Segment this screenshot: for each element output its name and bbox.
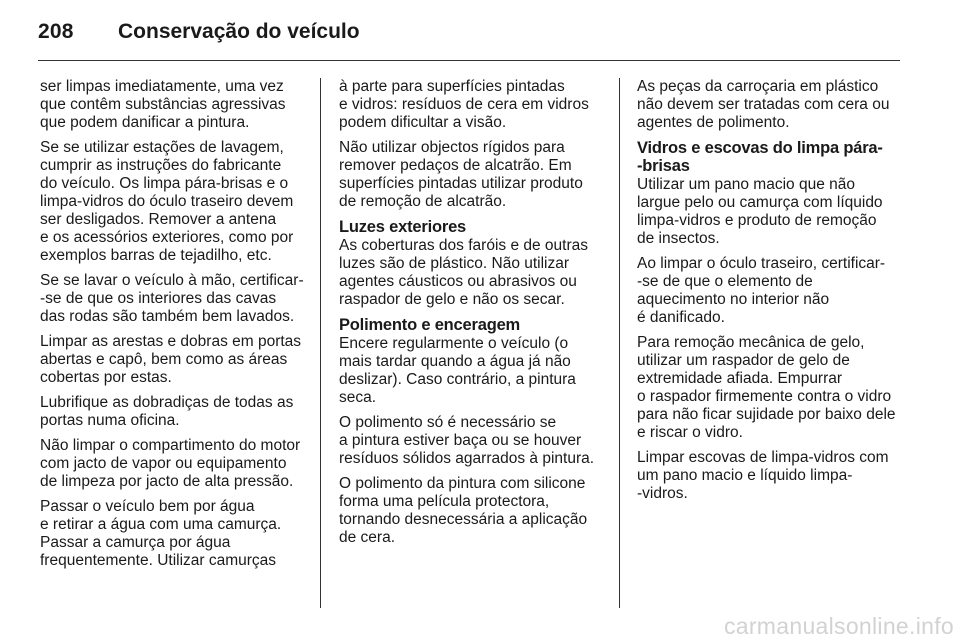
paragraph: Não utilizar objectos rígidos para remover pedaços de alcatrão. Em superfícies pintadas utilizar produto de remoção de alcatrão. [339, 139, 583, 210]
paragraph: Utilizar um pano macio que não largue pelo ou camurça com líquido limpa-vidros e produto de remoção de insectos. [637, 176, 883, 247]
page-number: 208 [38, 20, 74, 43]
paragraph: As peças da carroçaria em plástico não devem ser tratadas com cera ou agentes de polimento. [637, 78, 890, 131]
section-heading: Luzes exteriores [339, 218, 467, 236]
paragraph: à parte para superfícies pintadas e vidros: resíduos de cera em vidros podem dificultar a visão. [339, 78, 589, 131]
text-column-1 [40, 78, 306, 577]
column-divider [619, 78, 620, 608]
page-title: Conservação do veículo [118, 20, 360, 43]
watermark: carmanualsonline.info [723, 613, 954, 639]
paragraph: Se se lavar o veículo à mão, certificar- -se de que os interiores das cavas das rodas são também bem lavados. [40, 272, 304, 325]
paragraph: Passar o veículo bem por água e retirar a água com uma camurça. Passar a camurça por água frequentemente. Utilizar camurças [40, 498, 282, 569]
paragraph: Para remoção mecânica de gelo, utilizar um raspador de gelo de extremidade afiada. Empurrar o raspador firmemente contra o vidro para não ficar sujidade por baixo dele e riscar o vidro. [637, 334, 896, 441]
column-divider [320, 78, 321, 608]
paragraph: O polimento da pintura com silicone forma uma película protectora, tornando desnecessária a aplicação de cera. [339, 475, 588, 546]
section-heading: Polimento e enceragem [339, 316, 521, 334]
paragraph: O polimento só é necessário se a pintura estiver baça ou se houver resíduos sólidos agarrados à pintura. [339, 414, 595, 467]
paragraph: Ao limpar o óculo traseiro, certificar- -se de que o elemento de aquecimento no interior não é danificado. [637, 255, 886, 326]
paragraph: As coberturas dos faróis e de outras luzes são de plástico. Não utilizar agentes cáusticos ou abrasivos ou raspador de gelo e não os secar. [339, 237, 588, 308]
paragraph: Limpar escovas de limpa-vidros com um pano macio e líquido limpa- -vidros. [637, 449, 889, 502]
text-column-3 [637, 78, 903, 510]
text-column-2 [339, 78, 605, 554]
page-header [38, 14, 900, 61]
section-heading: Vidros e escovas do limpa pára- -brisas [637, 139, 883, 175]
paragraph: ser limpas imediatamente, uma vez que contêm substâncias agressivas que podem danificar a pintura. [40, 78, 286, 131]
paragraph: Encere regularmente o veículo (o mais tardar quando a água já não deslizar). Caso contrário, a pintura seca. [339, 335, 576, 406]
paragraph: Lubrifique as dobradiças de todas as portas numa oficina. [40, 394, 294, 429]
paragraph: Não limpar o compartimento do motor com jacto de vapor ou equipamento de limpeza por jacto de alta pressão. [40, 437, 301, 490]
paragraph: Limpar as arestas e dobras em portas abertas e capô, bem como as áreas cobertas por estas. [40, 333, 302, 386]
paragraph: Se se utilizar estações de lavagem, cumprir as instruções do fabricante do veículo. Os limpa pára-brisas e o limpa-vidros do óculo traseiro devem ser desligados. Remover a antena e os acessórios exteriores, como por exemplos barras de tejadilho, etc. [40, 139, 294, 264]
